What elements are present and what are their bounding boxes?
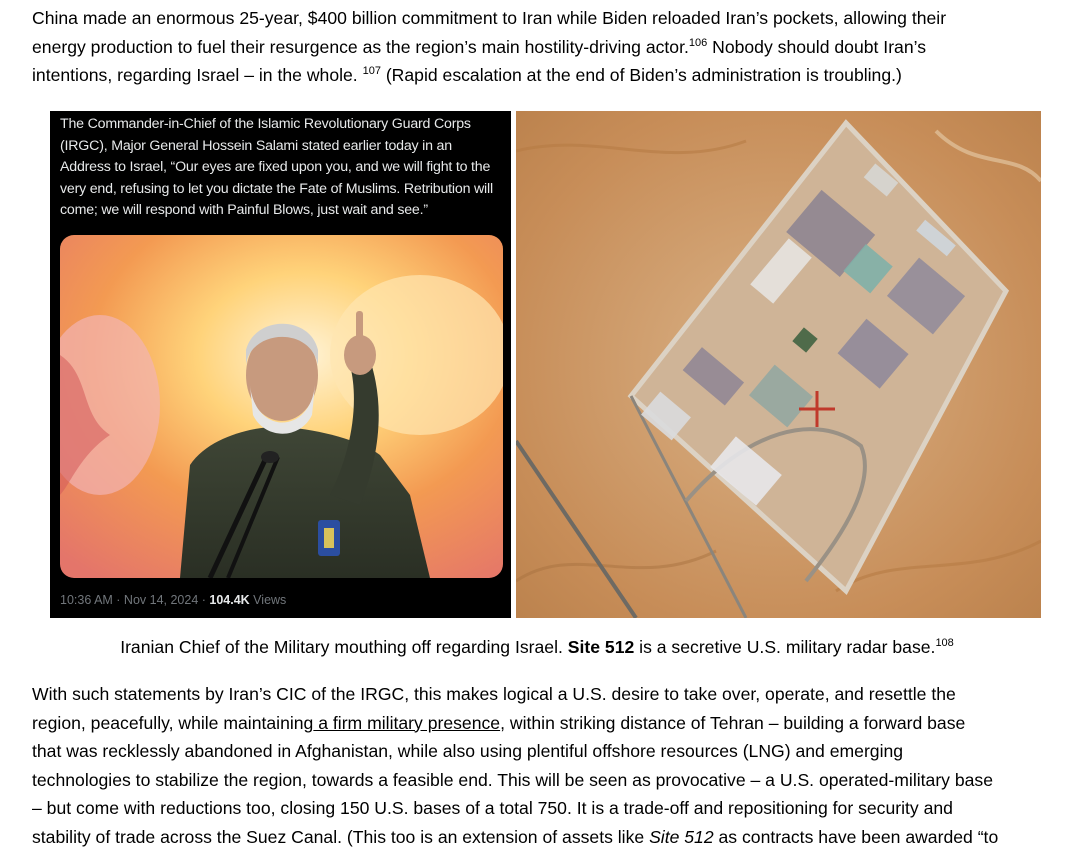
speaker-photo-illustration [60,235,503,578]
tweet-view-count: 104.4K [209,593,250,607]
text-line: that was recklessly abandoned in Afghanistan, while also using plentiful offshore resources (LNG) and emerging [32,741,904,761]
tweet-timestamp: 10:36 AM · Nov 14, 2024 · [60,593,210,607]
text-line: , within striking distance of Tehran – building a forward base [500,712,966,733]
site-512-satellite-image [516,111,1041,618]
text-line: energy production to fuel their resurgence as the region’s main hostility-driving actor. [32,36,689,57]
analysis-paragraph [32,680,1062,851]
text-line: stability of trade across the Suez Canal. (This too is an extension of assets like [32,826,650,847]
caption-text: Iranian Chief of the Military mouthing off regarding Israel. [120,637,568,657]
text-line: region, peacefully, while maintaining [32,712,314,733]
text-line: Nobody should doubt Iran’s [707,36,927,57]
footnote-ref-106[interactable]: 106 [688,36,708,49]
intro-paragraph [32,4,1062,90]
tweet-screenshot [50,111,511,618]
text-line: With such statements by Iran’s CIC of the IRGC, this makes logical a U.S. desire to take over, operate, and resettle the [32,684,956,704]
satellite-illustration [516,111,1041,618]
text-line: China made an enormous 25-year, $400 billion commitment to Iran while Biden reloaded Iran’s pockets, allowing their [32,8,947,28]
caption-site-name: Site 512 [567,637,635,657]
text-line: (Rapid escalation at the end of Biden’s administration is troubling.) [380,65,902,85]
tweet-views-label: Views [249,593,287,607]
caption-text: is a secretive U.S. military radar base. [634,637,936,657]
figure-caption [0,633,1074,661]
site-512-italic: Site 512 [649,826,714,847]
text-line: – but come with reductions too, closing 150 U.S. bases of a total 750. It is a trade-off and repositioning for security and [32,798,953,818]
text-line: as contracts have been awarded “to [713,826,999,847]
tweet-meta [60,592,286,608]
military-presence-link[interactable]: a firm military presence [313,712,501,733]
footnote-ref-107[interactable]: 107 [362,65,381,78]
text-line: technologies to stabilize the region, towards a feasible end. This will be seen as provocative – a U.S. operated-military base [32,769,994,790]
footnote-ref-108[interactable]: 108 [935,637,954,650]
salami-speech-photo [60,235,503,578]
text-line: intentions, regarding Israel – in the whole. [32,65,363,85]
tweet-text: The Commander-in-Chief of the Islamic Revolutionary Guard Corps (IRGC), Major General Hossein Salami stated earlier today in an Address to Israel, “Our eyes are fixed upon you, and we will fight to the very end, refusing to let you dictate the Fate of Muslims. Retribution will come; we will respond with Painful Blows, just wait and see.” [60,116,493,219]
